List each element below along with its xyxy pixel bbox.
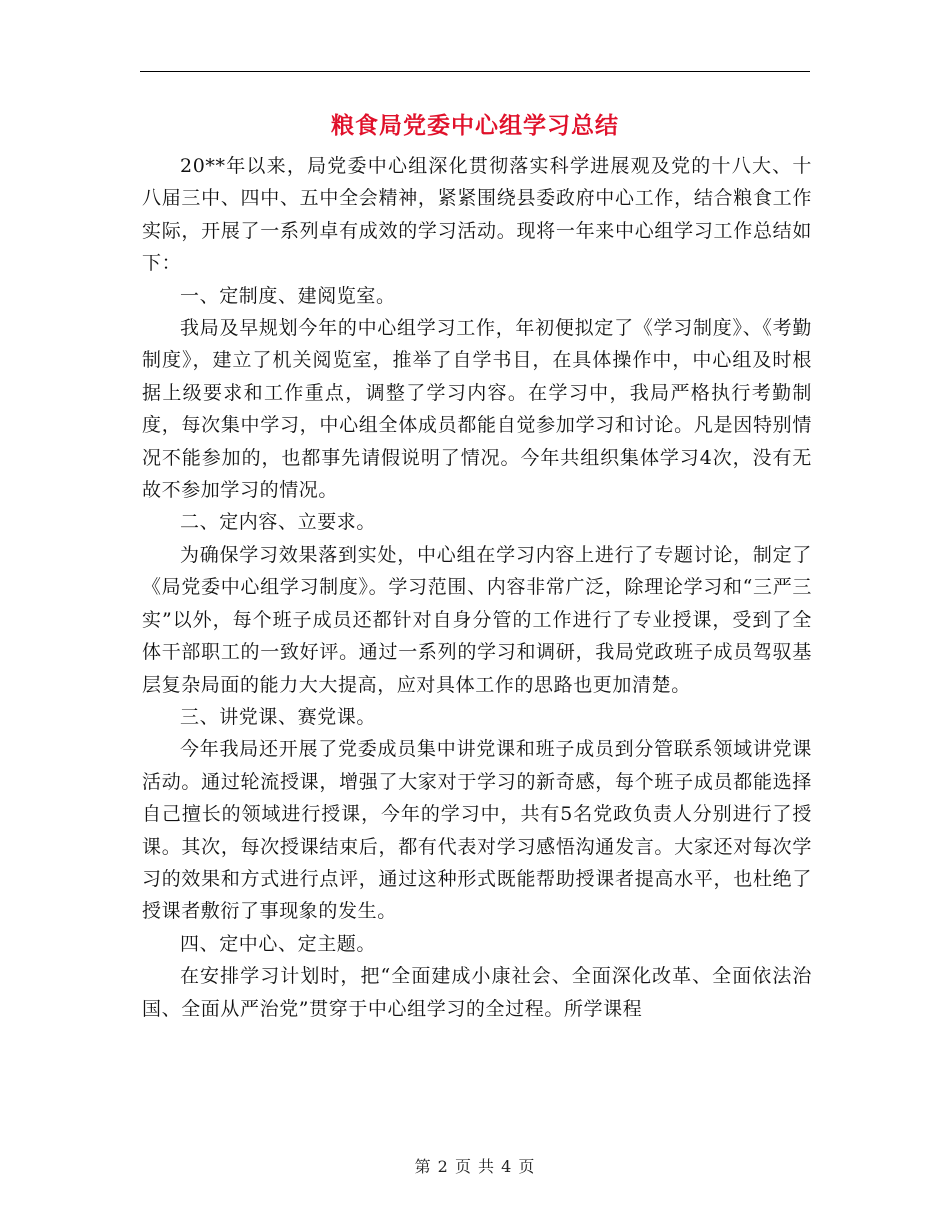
document-body	[142, 150, 812, 1025]
paragraph-section-3: 今年我局还开展了党委成员集中讲党课和班子成员到分管联系领域讲党课活动。通过轮流授课，增强了大家对于学习的新奇感，每个班子成员都能选择自己擅长的领域进行授课，今年的学习中，共有5名党政负责人分别进行了授课。其次，每次授课结束后，都有代表对学习感悟沟通发言。大家还对每次学习的效果和方式进行点评，通过这种形式既能帮助授课者提高水平，也杜绝了授课者敷衍了事现象的发生。	[142, 738, 812, 923]
section-heading-4: 四、定中心、定主题。	[180, 932, 377, 955]
paragraph-section-1: 我局及早规划今年的中心组学习工作，年初便拟定了《学习制度》、《考勤制度》，建立了机关阅览室，推举了自学书目，在具体操作中，中心组及时根据上级要求和工作重点，调整了学习内容。在学习中，我局严格执行考勤制度，每次集中学习，中心组全体成员都能自觉参加学习和讨论。凡是因特别情况不能参加的，也都事先请假说明了情况。今年共组织集体学习4次，没有无故不参加学习的情况。	[142, 317, 812, 502]
header-rule	[140, 71, 810, 72]
section-heading-1: 一、定制度、建阅览室。	[180, 284, 396, 307]
page-number-footer: 第 2 页 共 4 页	[414, 1157, 536, 1176]
paragraph-section-2: 为确保学习效果落到实处，中心组在学习内容上进行了专题讨论，制定了《局党委中心组学习制度》。学习范围、内容非常广泛，除理论学习和“三严三实”以外，每个班子成员还都针对自身分管的工作进行了专业授课，受到了全体干部职工的一致好评。通过一系列的学习和调研，我局党政班子成员驾驭基层复杂局面的能力大大提高，应对具体工作的思路也更加清楚。	[142, 543, 812, 696]
section-heading-3: 三、讲党课、赛党课。	[180, 705, 377, 728]
paragraph-intro: 20**年以来，局党委中心组深化贯彻落实科学进展观及党的十八大、十八届三中、四中、五中全会精神，紧紧围绕县委政府中心工作，结合粮食工作实际，开展了一系列卓有成效的学习活动。现将一年来中心组学习工作总结如下：	[142, 155, 812, 275]
section-heading-2: 二、定内容、立要求。	[180, 511, 377, 534]
document-title: 粮食局党委中心组学习总结	[331, 112, 619, 139]
paragraph-section-4: 在安排学习计划时，把“全面建成小康社会、全面深化改革、全面依法治国、全面从严治党”贯穿于中心组学习的全过程。所学课程	[142, 965, 812, 1020]
